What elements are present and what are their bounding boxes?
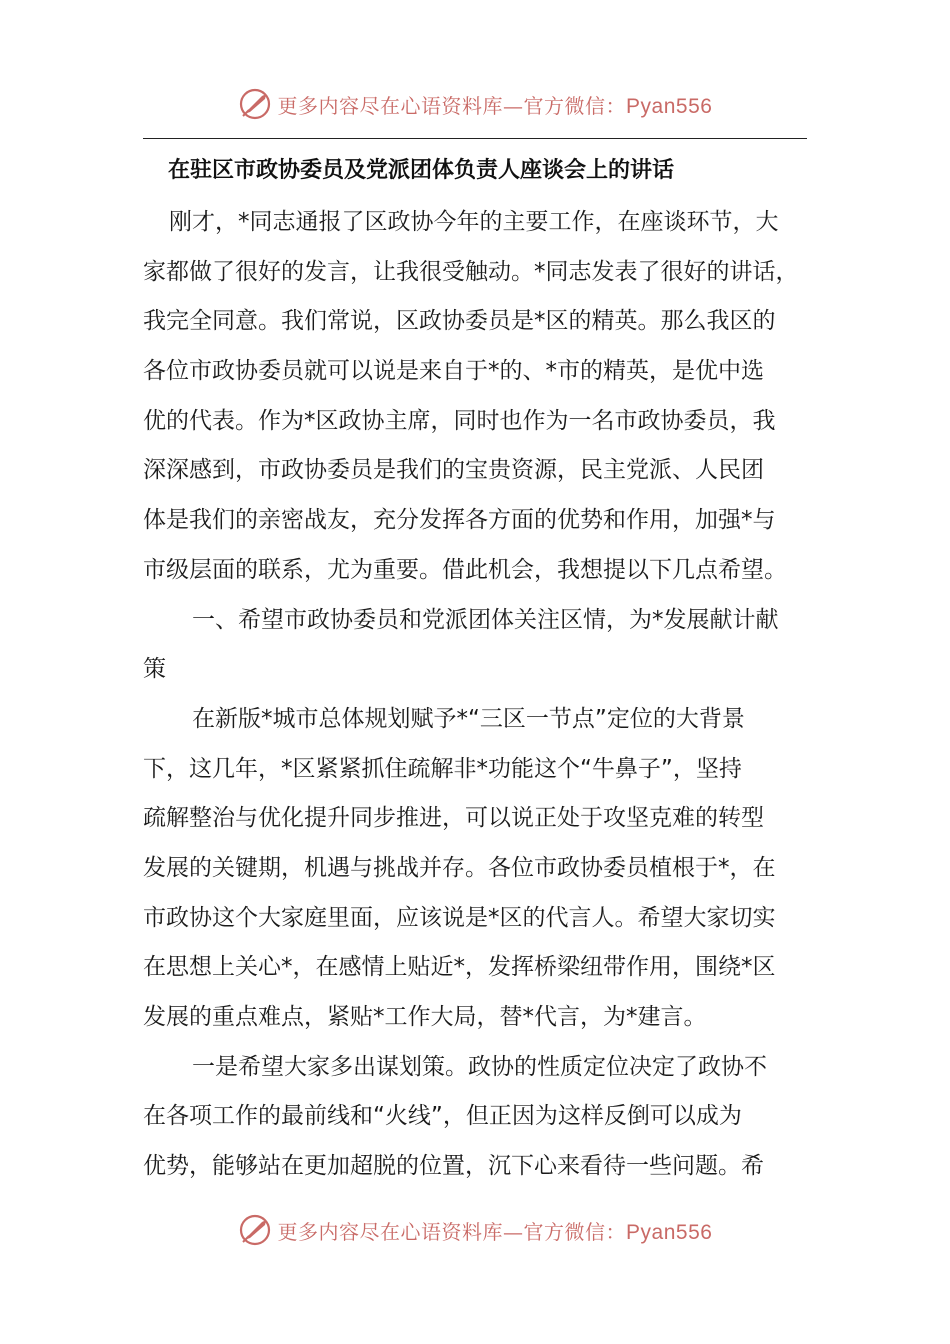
body-line: 市政协这个大家庭里面，应该说是*区的代言人。希望大家切实 xyxy=(143,905,776,931)
body-line: 市级层面的联系，尤为重要。借此机会，我想提以下几点希望。 xyxy=(143,557,787,583)
body-line: 优的代表。作为*区政协主席，同时也作为一名市政协委员，我 xyxy=(143,408,776,434)
wechat-id: Pyan556 xyxy=(626,94,713,118)
body-line: 在思想上关心*，在感情上贴近*，发挥桥梁纽带作用，围绕*区 xyxy=(143,954,776,980)
body-line: 下，这几年，*区紧紧抓住疏解非*功能这个“牛鼻子”，坚持 xyxy=(143,756,742,782)
body-line: 发展的关键期，机遇与挑战并存。各位市政协委员植根于*，在 xyxy=(143,855,776,881)
watermark-text: 更多内容尽在心语资料库—官方微信：Pyan556 xyxy=(277,1219,713,1244)
header-divider xyxy=(143,138,807,139)
body-line: 我完全同意。我们常说，区政协委员是*区的精英。那么我区的 xyxy=(143,308,776,334)
body-line: 深深感到，市政协委员是我们的宝贵资源，民主党派、人民团 xyxy=(143,457,764,483)
body-line: 家都做了很好的发言，让我很受触动。*同志发表了很好的讲话， xyxy=(143,259,799,285)
document-title: 在驻区市政协委员及党派团体负责人座谈会上的讲话 xyxy=(168,158,675,183)
body-line: 在各项工作的最前线和“火线”，但正因为这样反倒可以成为 xyxy=(143,1103,742,1129)
body-line: 在新版*城市总体规划赋予*“三区一节点”定位的大背景 xyxy=(192,706,745,732)
body-line: 一是希望大家多出谋划策。政协的性质定位决定了政协不 xyxy=(192,1054,767,1080)
footer-watermark xyxy=(0,1210,950,1250)
wechat-id: Pyan556 xyxy=(626,1220,713,1244)
body-line: 各位市政协委员就可以说是来自于*的、*市的精英，是优中选 xyxy=(143,358,764,384)
quill-pen-icon xyxy=(238,1213,272,1247)
section-heading: 策 xyxy=(143,656,166,682)
header-watermark xyxy=(0,84,950,124)
watermark-text: 更多内容尽在心语资料库—官方微信：Pyan556 xyxy=(277,93,713,118)
body-line: 体是我们的亲密战友，充分发挥各方面的优势和作用，加强*与 xyxy=(143,507,776,533)
body-line: 优势，能够站在更加超脱的位置，沉下心来看待一些问题。希 xyxy=(143,1153,764,1179)
body-line: 刚才，*同志通报了区政协今年的主要工作，在座谈环节，大 xyxy=(169,209,779,235)
body-line: 疏解整治与优化提升同步推进，可以说正处于攻坚克难的转型 xyxy=(143,805,764,831)
section-heading: 一、希望市政协委员和党派团体关注区情，为*发展献计献 xyxy=(192,607,779,633)
body-line: 发展的重点难点，紧贴*工作大局，替*代言，为*建言。 xyxy=(143,1004,707,1030)
quill-pen-icon xyxy=(238,87,272,121)
